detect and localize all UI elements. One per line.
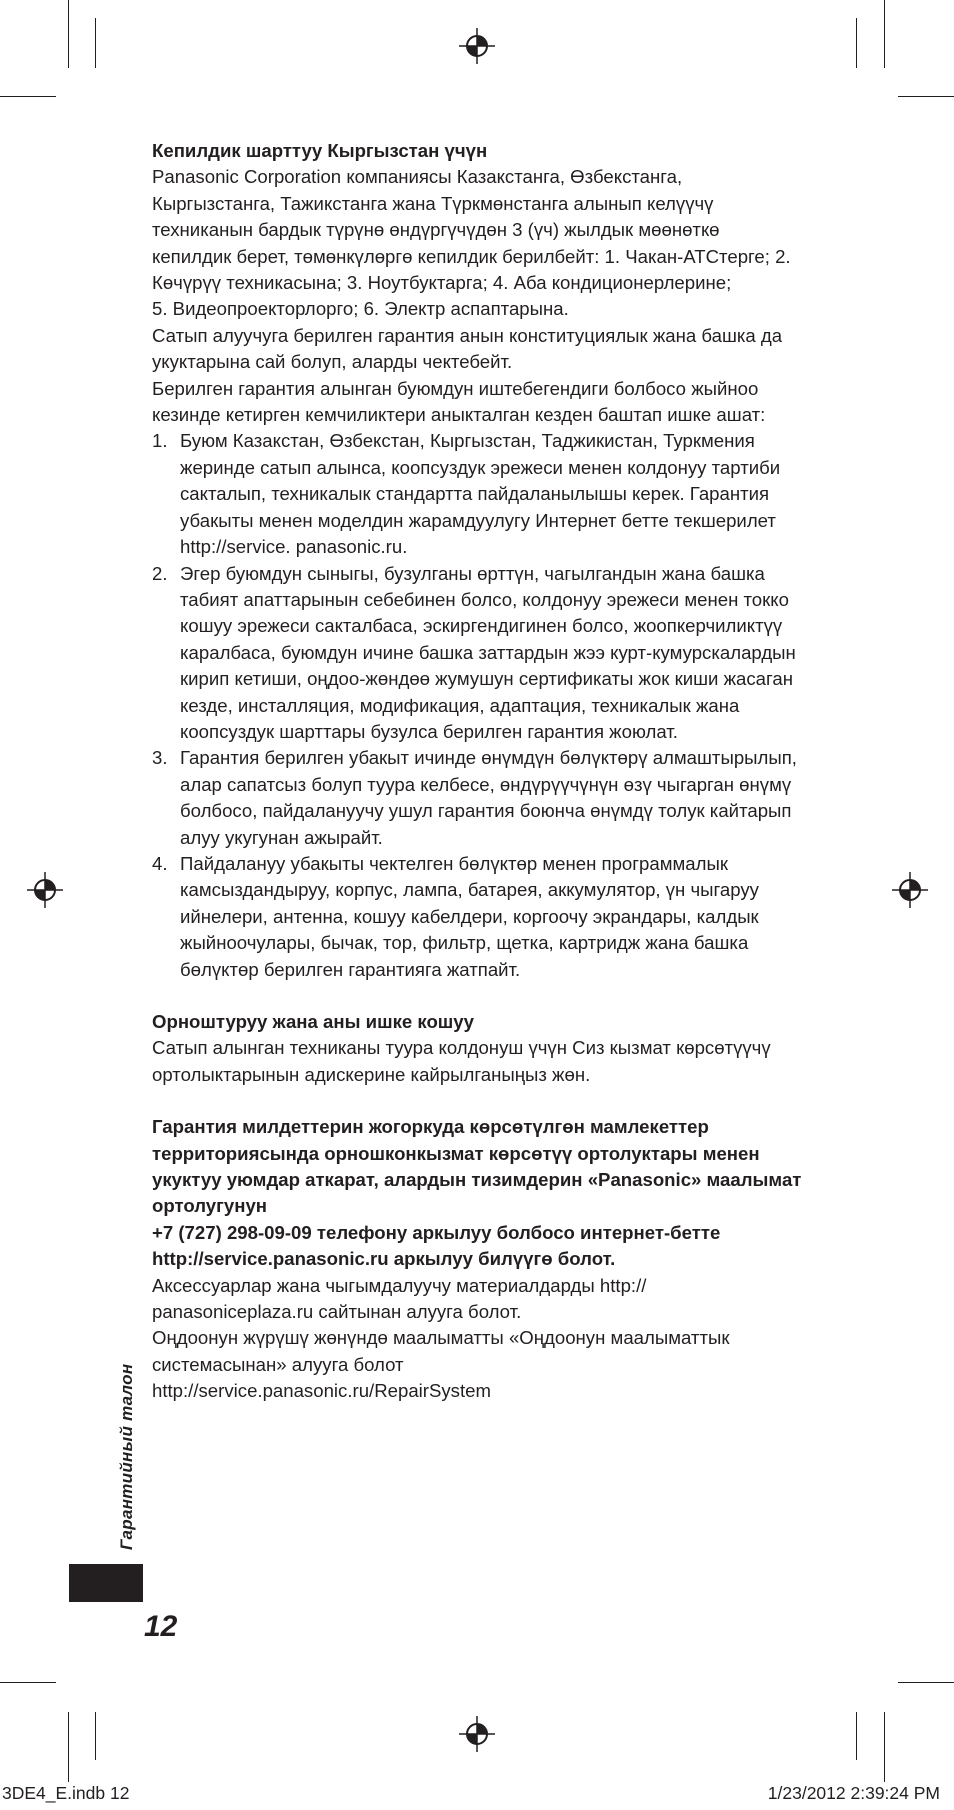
list-item: [152, 851, 802, 983]
list-item-text: Пайдалануу убакыты чектелген бөлүктөр менен программалык камсыздандыруу, корпус, лампа, батарея, аккумулятор, үн чыгаруу ийнелери, антенна, кошуу кабелдери, коргоочу экрандары, калдык жыйноочулары, бычак, тор, фильтр, щетка, картридж жана башка бөлүктөр берилген гарантияга жатпайт.: [180, 852, 759, 980]
footer-timestamp: 1/23/2012 2:39:24 PM: [767, 1783, 940, 1803]
section-heading: Кепилдик шарттуу Кыргызстан үчүн: [152, 140, 488, 161]
repair-system-url: http://service.panasonic.ru/RepairSystem: [152, 1380, 491, 1402]
registration-mark-icon: [25, 870, 65, 910]
list-item: [152, 561, 802, 746]
crop-mark: [884, 0, 885, 68]
list-number: 1.: [152, 430, 168, 452]
crop-mark: [856, 1712, 857, 1760]
crop-mark: [68, 1712, 69, 1782]
paragraph: Panasonic Corporation компаниясы Казакстанга, Өзбекстанга, Кыргызстанга, Тажикстанга жана Түркмөнстанга алынып келүүчү техниканын бардык түрүнө өндүргүчүдөн 3 (үч) жылдык мөөнөткө кепилдик берет, төмөнкүлөргө кепилдик берилбейт: 1. Чакан-АТСтерге; 2. Көчүрүү техникасына; 3. Ноутбуктарга; 4. Аба кондиционерлерине;: [152, 166, 791, 294]
list-item: [152, 745, 802, 851]
crop-mark: [898, 96, 954, 97]
crop-mark: [898, 1682, 954, 1683]
list-item-text: Эгер буюмдун сыныгы, бузулганы өрттүн, чагылгандын жана башка табият апаттарынын себебинен болсо, колдонуу эрежеси менен токко кошуу эрежеси сакталбаса, эскиргендигинен болсо, жоопкерчиликтүү каралбаса, буюмдун ичине башка заттардын жээ курт-кумурскалардын кирип кетиши, оңдоо-жөндөө жумушун сертификаты жок киши жасаган кезде, инсталляция, модификация, адаптация, техникалык жана коопсуздук шарттары бузулса берилген гарантия жоюлат.: [180, 562, 796, 742]
footer-file-info: 3DE4_E.indb 12: [2, 1783, 130, 1803]
bold-paragraph: Гарантия милдеттерин жогоркуда көрсөтүлгөн мамлекеттер территориясында орношконкызмат көрсөтүү ортолуктары менен укуктуу уюмдар аткарат, алардын тизимдерин «Panasonic» маалымат ортолугунун: [152, 1116, 802, 1217]
section-heading: Орноштуруу жана аны ишке кошуу: [152, 1011, 474, 1032]
side-title-text: Гарантийный талон: [117, 1363, 136, 1550]
contact-paragraph: +7 (727) 298-09-09 телефону аркылуу болбосо интернет-бетте http://service.panasonic.ru аркылуу билүүгө болот.: [152, 1221, 721, 1270]
list-number: 4.: [152, 852, 168, 874]
side-tab-block: [69, 1564, 143, 1602]
registration-mark-icon: [457, 1714, 497, 1754]
list-number: 2.: [152, 562, 168, 584]
list-number: 3.: [152, 747, 168, 769]
registration-mark-icon: [890, 870, 930, 910]
crop-mark: [95, 1712, 96, 1760]
list-item-text: Буюм Казакстан, Өзбекстан, Кыргызстан, Таджикистан, Туркмения жеринде сатып алынса, коопсуздук эрежеси менен колдонуу тартиби сакталып, техникалык стандартта пайдаланылышы керек. Гарантия убакыты менен моделдин жарамдуулугу Интернет бетте текшерилет http://service. panasonic.ru.: [180, 430, 781, 558]
page-number: 12: [144, 1610, 178, 1643]
crop-mark: [68, 0, 69, 68]
paragraph: Аксессуарлар жана чыгымдалуучу материалдарды http:// panasoniceplaza.ru сайтынан алууга болот.: [152, 1274, 647, 1323]
crop-mark: [95, 18, 96, 68]
paragraph: Сатып алынган техниканы туура колдонуш үчүн Сиз кызмат көрсөтүүчү ортолыктарынын адискерине кайрылганыңыз жөн.: [152, 1037, 771, 1085]
document-body: [152, 138, 802, 1405]
paragraph: Оңдоонун жүрүшү жөнүндө маалыматты «Оңдоонун маалыматтык системасынан» алууга болот: [152, 1327, 730, 1375]
crop-mark: [0, 96, 56, 97]
list-item: [152, 428, 802, 560]
list-item-text: Гарантия берилген убакыт ичинде өнүмдүн бөлүктөрү алмаштырылып, алар сапатсыз болуп туура келбесе, өндүрүүчүнүн өзү чыгарган өнүмү болбосо, пайдалануучу ушул гарантия боюнча өнүмдү толук кайтарып алуу укугунан ажырайт.: [180, 747, 797, 848]
numbered-list: [152, 428, 802, 983]
crop-mark: [884, 1712, 885, 1782]
paragraph: Берилген гарантия алынган буюмдун иштебегендиги болбосо жыйноо кезинде кетирген кемчиликтери аныкталган кезден баштап ишке ашат:: [152, 377, 766, 426]
crop-mark: [856, 18, 857, 68]
side-section-title: [112, 1290, 142, 1550]
paragraph: 5. Видеопроекторлорго; 6. Электр аспаптарына.: [152, 298, 569, 320]
paragraph: Сатып алуучуга берилген гарантия анын конституциялык жана башка да укуктарына сай болуп, аларды чектебейт.: [152, 324, 783, 373]
crop-mark: [0, 1682, 56, 1683]
registration-mark-icon: [457, 26, 497, 66]
